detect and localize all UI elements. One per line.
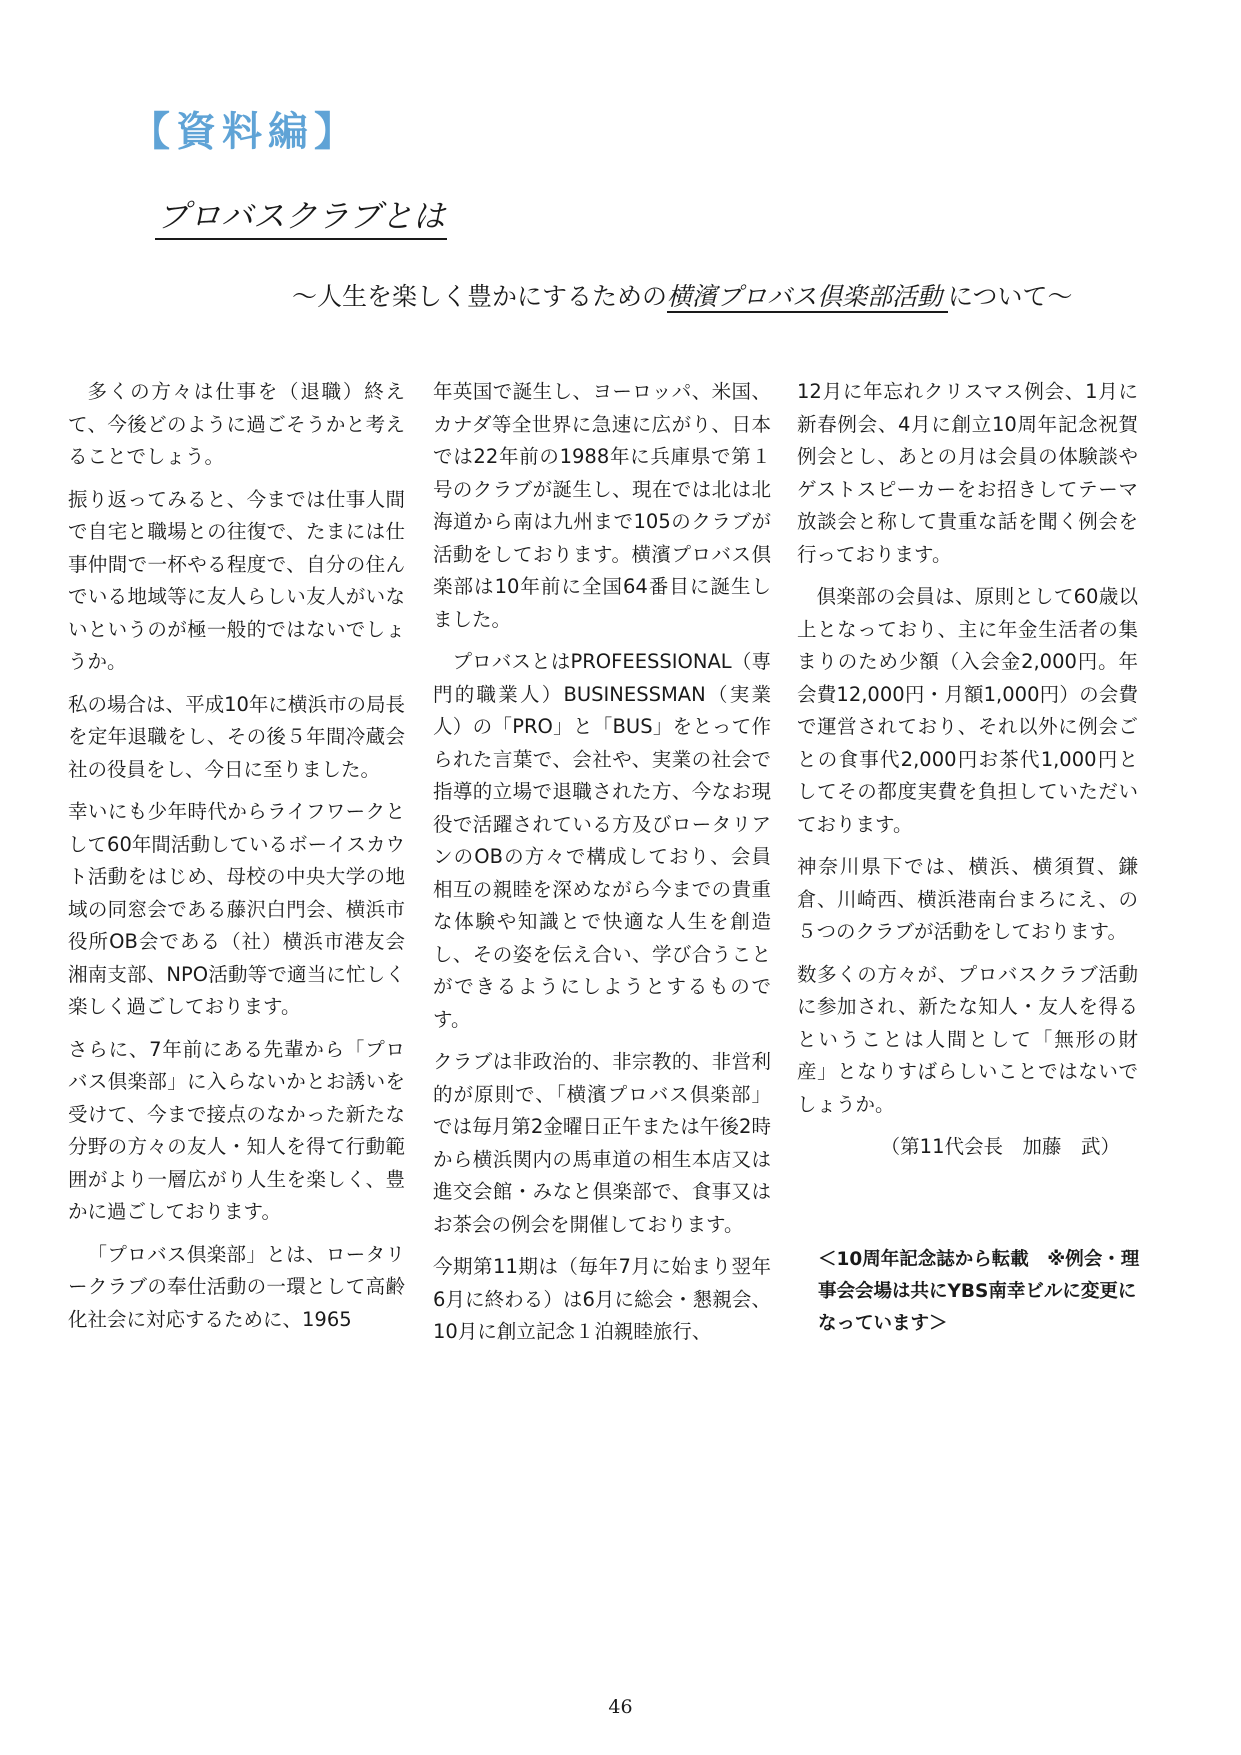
paragraph: 倶楽部の会員は、原則として60歳以上となっており、主に年金生活者の集まりのため少額（入会金2,000円。年会費12,000円・月額1,000円）の会費で運営されており、それ以外に例会ごとの食事代2,000円お茶代1,000円としてその都度実費を負担していただいております。 bbox=[797, 585, 1138, 836]
paragraph: 数多くの方々が、プロバスクラブ活動に参加され、新たな知人・友人を得るということは人間として「無形の財産」となりすばらしいことではないでしょうか。 bbox=[797, 962, 1138, 1116]
paragraph: 今期第11期は（毎年7月に始まり翌年6月に終わる）は6月に総会・懇親会、10月に創立記念１泊親睦旅行、 bbox=[433, 1255, 771, 1343]
page-number: 46 bbox=[608, 1696, 633, 1718]
paragraph: さらに、7年前にある先輩から「プロバス倶楽部」に入らないかとお誘いを受けて、今まで接点のなかった新たな分野の方々の友人・知人を得て行動範囲がより一層広がり人生を楽しく、豊かに過ごしております。 bbox=[68, 1037, 405, 1223]
paragraph: 12月に年忘れクリスマス例会、1月に新春例会、4月に創立10周年記念祝賀例会とし、あとの月は会員の体験談やゲストスピーカーをお招きしてテーマ放談会と称して貴重な話を聞く例会を行っております。 bbox=[797, 380, 1138, 566]
column-3 bbox=[797, 376, 1138, 1164]
subtitle-emphasis: 横濱プロバス倶楽部活動 bbox=[667, 282, 948, 313]
column-2 bbox=[433, 376, 771, 1359]
paragraph: 多くの方々は仕事を（退職）終えて、今後どのように過ごそうかと考えることでしょう。 bbox=[68, 380, 405, 468]
paragraph: 神奈川県下では、横浜、横須賀、鎌倉、川崎西、横浜港南台まろにえ、の５つのクラブが活動をしております。 bbox=[797, 855, 1138, 943]
signature: （第11代会長 加藤 武） bbox=[880, 1135, 1120, 1158]
paragraph: 「プロバス倶楽部」とは、ロータリークラブの奉仕活動の一環として高齢化社会に対応するために、1965 bbox=[68, 1242, 405, 1331]
paragraph: 幸いにも少年時代からライフワークとして60年間活動しているボーイスカウト活動をはじめ、母校の中央大学の地域の同窓会である藤沢白門会、横浜市役所OB会である（社）横浜市港友会湘南支部、NPO活動等で適当に忙しく楽しく過ごしております。 bbox=[68, 800, 405, 1018]
paragraph: 振り返ってみると、今までは仕事人間で自宅と職場との往復で、たまには仕事仲間で一杯やる程度で、自分の住んでいる地域等に友人らしい友人がいないというのが極一般的ではないでしょうか。 bbox=[68, 487, 405, 673]
paragraph: クラブは非政治的、非宗教的、非営利的が原則で、「横濱プロバス倶楽部」では毎月第2金曜日正午または午後2時から横浜関内の馬車道の相生本店又は進交会館・みなと倶楽部で、食事又はお茶会の例会を開催しております。 bbox=[433, 1050, 771, 1236]
paragraph: プロバスとはPROFEESSIONAL（専門的職業人）BUSINESSMAN（実業人）の「PRO」と「BUS」をとって作られた言葉で、会社や、実業の社会で指導的立場で退職された方、今なお現役で活躍されている方及びロータリアンのOBの方々で構成しており、会員相互の親睦を深めながら今までの貴重な体験や知識とで快適な人生を創造し、その姿を伝え合い、学び合うことができるようにしようとするものです。 bbox=[433, 650, 771, 1031]
section-label: 【資料編】 bbox=[130, 109, 360, 155]
paragraph: 年英国で誕生し、ヨーロッパ、米国、カナダ等全世界に急速に広がり、日本では22年前の1988年に兵庫県で第１号のクラブが誕生し、現在では北は北海道から南は九州まで105のクラブが活動をしております。横濱プロバス倶楽部は10年前に全国64番目に誕生しました。 bbox=[433, 380, 771, 631]
page-title: プロバスクラブとは bbox=[155, 196, 447, 240]
subtitle-suffix: について〜 bbox=[948, 282, 1073, 311]
reprint-note: ＜10周年記念誌から転載 ※例会・理事会会場は共にYBS南幸ビルに変更になっています＞ bbox=[818, 1249, 1140, 1334]
column-1 bbox=[68, 376, 405, 1346]
paragraph: 私の場合は、平成10年に横浜市の局長を定年退職をし、その後５年間冷蔵会社の役員をし、今日に至りました。 bbox=[68, 692, 405, 781]
subtitle-prefix: 〜人生を楽しく豊かにするための bbox=[292, 282, 668, 311]
subtitle bbox=[292, 280, 1073, 314]
